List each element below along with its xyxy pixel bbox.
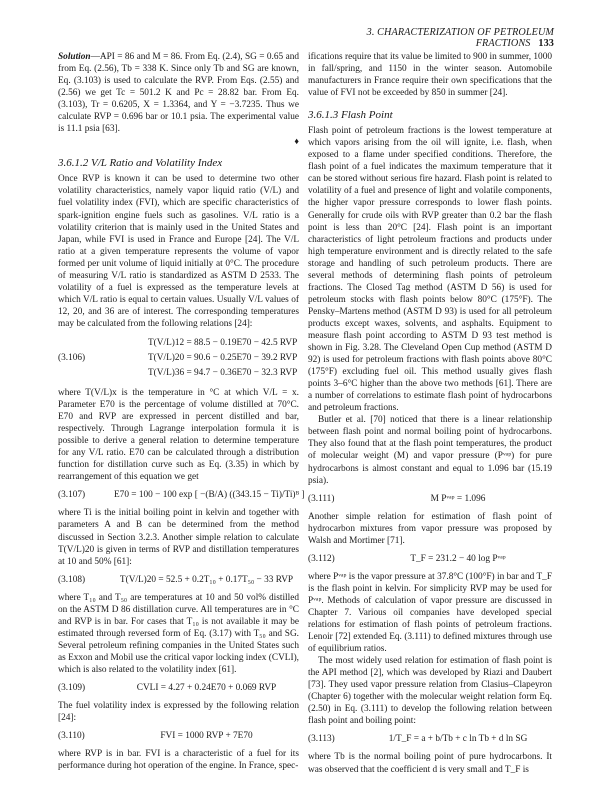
running-header xyxy=(300,27,554,49)
equation-number: (3.108) xyxy=(58,574,86,585)
paragraph xyxy=(58,748,299,772)
paragraph-text: The most widely used relation for estimation of flash point is the API method [2], which was developed by Riazi and Daubert [73]. They used vapor pressure relation from Clasius–Clapeyron (Chapter 6) together with the molecular weight relation form Eq. (2.50) in Eq. (3.111) to develop the following relation between flash point and boiling point: xyxy=(308,656,552,727)
section-heading: 3.6.1.3 Flash Point xyxy=(308,109,393,122)
equation-line: T(V/L)20 = 90.6 − 0.25E70 − 39.2 RVP xyxy=(148,352,298,363)
paragraph xyxy=(58,173,299,330)
equation-body: M Pᵛᵃᵖ = 1.096 xyxy=(430,493,486,504)
equation-body: CVLI = 4.27 + 0.24E70 + 0.069 RVP xyxy=(136,683,277,694)
paragraph xyxy=(58,507,299,567)
equation xyxy=(58,336,299,381)
page-number: 133 xyxy=(538,38,554,49)
equation-body: T(V/L)20 = 52.5 + 0.2T₁₀ + 0.17T₅₀ − 33 RVP xyxy=(119,574,294,585)
running-title: 3. CHARACTERIZATION OF PETROLEUM FRACTIONS xyxy=(366,27,554,49)
paragraph xyxy=(308,125,552,414)
equation xyxy=(58,730,299,742)
equation-body: FVI = 1000 RVP + 7E70 xyxy=(160,731,253,742)
equation-number: (3.107) xyxy=(58,490,86,501)
paragraph-text: where T₁₀ and T₅₀ are temperatures at 10 and 50 vol% distilled on the ASTM D 86 distillation curve. All temperatures are in °C and RVP is in bar. For cases that T₁₀ is not available it may be estimated through reversed form of Eq. (3.17) with T₅₀ and SG. Several petroleum refining companies in the United States such as Exxon and Mobil use the critical vapor locking index (CVLI), which is also related to the volatility index [61]. xyxy=(58,592,299,675)
paragraph-text: where RVP is in bar. FVI is a characteristic of a fuel for its performance during hot operation of the engine. In France, spec- xyxy=(58,749,299,772)
equation-number: (3.109) xyxy=(58,683,86,694)
paragraph-text: Another simple relation for estimation of flash point of hydrocarbon mixtures from vapor pressure was proposed by Walsh and Mortimer [71]. xyxy=(308,511,552,546)
paragraph xyxy=(58,387,299,483)
equation-number: (3.110) xyxy=(58,731,85,742)
paragraph xyxy=(58,700,299,724)
paragraph xyxy=(58,592,299,676)
equation-number: (3.111) xyxy=(308,493,335,504)
equation-body: T_F = 231.2 − 40 log Pᵛᵃᵖ xyxy=(410,553,506,564)
paragraph-text: Once RVP is known it can be used to determine two other volatility characteristics, namely vapor liquid ratio (V/L) and fuel volatility index (FVI), which are specific characteristics of spark-ignition engine fuels such as gasolines. V/L ratio is a volatility criterion that is mainly used in the United States and Japan, while FVI is used in France and Europe [24]. The V/L ratio at a given temperature represents the volume of vapor formed per unit volume of liquid initially at 0°C. The procedure of measuring V/L ratio is standardized as ASTM D 2533. The volatility of a fuel is expressed as the temperature levels at which V/L ratio is equal to certain values. Usually V/L values of 12, 20, and 36 are of interest. The corresponding temperatures may be calculated from the following relations [24]: xyxy=(58,174,299,329)
paragraph-text: ifications require that its value be limited to 900 in summer, 1000 in fall/spring, and 1150 in the winter season. Automobile manufacturers in France require their own specifications that the value of FVI not be exceeded by 850 in summer [24]. xyxy=(308,52,552,99)
equation xyxy=(58,574,299,586)
paragraph-text: The fuel volatility index is expressed by the following relation [24]: xyxy=(58,701,299,724)
paragraph xyxy=(308,511,552,547)
equation-body xyxy=(114,336,299,381)
equation-number: (3.106) xyxy=(58,353,86,364)
equation xyxy=(308,733,552,745)
equation-line: T(V/L)12 = 88.5 − 0.19E70 − 42.5 RVP xyxy=(148,337,298,348)
equation-number: (3.112) xyxy=(308,553,335,564)
equation xyxy=(58,489,305,501)
paragraph xyxy=(308,414,552,486)
paragraph-text: where Tb is the normal boiling point of pure hydrocarbons. It was observed that the coefficient d is very small and T_F is xyxy=(308,752,552,775)
equation-body: 1/T_F = a + b/Tb + c ln Tb + d ln SG xyxy=(388,734,528,745)
paragraph xyxy=(308,751,552,775)
equation-body: E70 = 100 − 100 exp [ −(B/A) ((343.15 − Ti)/Ti)ᴮ ] xyxy=(114,490,305,501)
paragraph-text: Butler et al. [70] noticed that there is a linear relationship between flash point and normal boiling point of hydrocarbons. They also found that at the flash point temperatures, the product of molecular weight (M) and vapor pressure (Pᵛᵃᵖ) for pure hydrocarbons is almost constant and equal to 1.096 bar (15.19 psia). xyxy=(308,415,552,486)
section-heading: 3.6.1.2 V/L Ratio and Volatility Index xyxy=(58,157,223,170)
left-column xyxy=(58,51,305,772)
paragraph-text: Flash point of petroleum fractions is the lowest temperature at which vapors arising from the oil will ignite, i.e. flash, when exposed to a flame under specified conditions. Therefore, the flash point of a fuel indicates the maximum temperature that it can be stored without serious fire hazard. Flash point is related to volatility of a fuel and presence of light and volatile components, the higher vapor pressure corresponds to lower flash points. Generally for crude oils with RVP greater than 0.2 bar the flash point is less than 20°C [24]. Flash point is an important characteristics of light petroleum fractions and products under high temperature environment and is directly related to the safe storage and handling of such petroleum products. There are several methods of determining flash points of petroleum fractions. The Closed Tag method (ASTM D 56) is used for petroleum stocks with flash points below 80°C (175°F). The Pensky–Martens method (ASTM D 93) is used for all petroleum products except waxes, solvents, and asphalts. Equipment to measure flash point according to ASTM D 93 test method is shown in Fig. 3.28. The Cleveland Open Cup method (ASTM D 92) is used for petroleum fractions with flash points above 80°C (175°F) excluding fuel oil. This method usually gives flash points 3–6°C higher than the above two methods [61]. There are a number of correlations to estimate flash point of hydrocarbons and petroleum fractions. xyxy=(308,126,552,414)
paragraph-text: where Ti is the initial boiling point in kelvin and together with parameters A and B can be determined from the method discussed in Section 3.2.3. Another simple relation to calculate T(V/L)20 is given in terms of RVP and distillation temperatures at 10 and 50% [61]: xyxy=(58,508,299,567)
paragraph-text: where Pᵛᵃᵖ is the vapor pressure at 37.8°C (100°F) in bar and T_F is the flash point in kelvin. For simplicity RVP may be used for Pᵛᵃᵖ. Methods of calculation of vapor pressure are discussed in Chapter 7. Various oil companies have developed special relations for estimation of flash points of petroleum fractions. Lenoir [72] extended Eq. (3.111) to defined mixtures through use of equilibrium ratios. xyxy=(308,571,552,655)
end-of-example-mark: ♦ xyxy=(294,136,299,147)
equation xyxy=(308,553,552,565)
equation-line: T(V/L)36 = 94.7 − 0.36E70 − 32.3 RVP xyxy=(148,367,298,378)
solution-label: Solution xyxy=(58,52,91,62)
equation xyxy=(308,493,552,505)
paragraph xyxy=(58,51,299,135)
paragraph-text: where T(V/L)x is the temperature in °C at which V/L = x. Parameter E70 is the percentage of volume distilled at 70°C. E70 and RVP are expressed in percent distilled and bar, respectively. Through Lagrange interpolation formula it is possible to derive a general relation to determine temperature for any V/L ratio. E70 can be calculated through a distribution function for distillation curve such as Eq. (3.35) in which by rearrangement of this equation we get xyxy=(58,387,299,483)
equation xyxy=(58,682,299,694)
paragraph xyxy=(308,655,552,727)
paragraph-text: —API = 86 and M = 86. From Eq. (2.4), SG = 0.65 and from Eq. (2.56), Tb = 338 K. Since only Tb and SG are known, Eq. (3.103) is used to calculate the RVP. From Eqs. (2.55) and (2.56) we get Tc = 501.2 K and Pc = 28.82 bar. From Eq. (3.103), Tr = 0.6205, X = 1.3364, and Y = −3.7235. Thus we calculate RVP = 0.696 bar or 10.1 psia. The experimental value is 11.1 psia [63]. xyxy=(58,52,299,135)
equation-number: (3.113) xyxy=(308,734,335,745)
right-column xyxy=(308,51,552,776)
paragraph xyxy=(308,571,552,655)
paragraph xyxy=(308,51,552,99)
